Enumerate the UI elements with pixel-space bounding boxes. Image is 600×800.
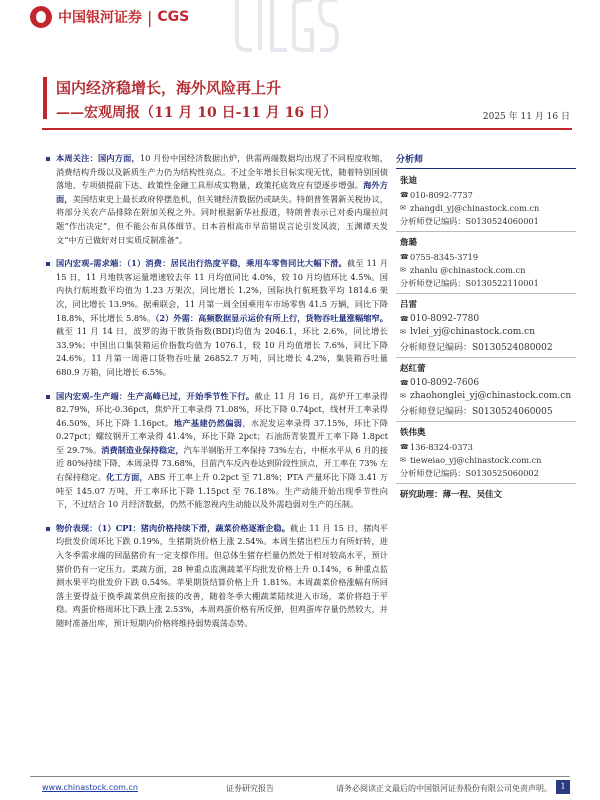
email-text[interactable]: zhanlu @chinastock.com.cn xyxy=(410,265,526,275)
logo-separator: | xyxy=(147,7,153,27)
report-subtitle: ——宏观周报（11 月 10 日-11 月 16 日） xyxy=(56,105,337,121)
section-label: 国内宏观-生产端： xyxy=(56,390,128,401)
footer-divider xyxy=(30,776,570,777)
phone-icon: ☎ xyxy=(400,191,409,199)
logo-mark-icon xyxy=(30,6,52,28)
analyst-divider xyxy=(396,293,576,294)
analyst-cert: 分析师登记编码：S0130524080002 xyxy=(400,343,553,353)
section-text: ，水泥发运率录得 37.15%，环比下降 0.27pct；螺纹钢开工率录得 41.4%，环比下降 2pct；石油沥青装置开工率下降 1.8pct 至 29.7%。 xyxy=(56,417,388,455)
analyst-card xyxy=(396,174,576,232)
section-highlight: 国内方面， xyxy=(97,153,140,163)
sidebar-divider xyxy=(396,168,576,169)
section-label: 国内宏观-需求端： xyxy=(56,258,127,269)
section-text: 汽车半钢胎开工率保持 73%左右，中框水平从 6 月的接近 80%持续下降，本周录得 73.68%，目前汽车反内卷达到阶段性顶点，开工率在 73% 左右保持稳定。 xyxy=(56,444,388,483)
section-highlight: （1）CPI：猪肉价格持续下滑，蔬菜价格逐渐企稳。 xyxy=(97,522,291,533)
mail-icon: ✉ xyxy=(400,266,406,274)
title-divider xyxy=(42,128,572,130)
section-highlight: 化工方面， xyxy=(106,472,148,483)
analyst-phone xyxy=(400,190,576,200)
analyst-divider xyxy=(396,483,576,484)
analyst-divider xyxy=(396,231,576,232)
analyst-phone xyxy=(400,314,576,324)
section-text: 美国结束史上最长政府停摆危机，但关键经济数据仍或缺失。特朗普签署新关税协议，将部分关农产品排除在附加关税之外。同时根据新华社报道，特朗普表示已对委内瑞拉问题“作出决定”，但不能公布具体细节。日本首相高市早苗错误言论引发风波，玉渊谭天发文“中方已做好对日实质反制准备”。 xyxy=(56,193,388,245)
section-highlight: 地产基建仍然偏弱 xyxy=(173,417,243,428)
mail-icon: ✉ xyxy=(400,204,406,212)
research-assistant: 研究助理：薄一程、吴佳文 xyxy=(400,490,503,500)
analyst-list xyxy=(396,174,576,484)
analyst-cert: 分析师登记编码：S0130524060005 xyxy=(400,407,553,417)
bullet-icon xyxy=(46,527,50,531)
mail-icon: ✉ xyxy=(400,456,406,464)
section-highlight: （1）消费：居民出行热度平稳，乘用车零售同比大幅下滑。 xyxy=(126,258,347,269)
analyst-cert: 分析师登记编码：S0130522110001 xyxy=(400,278,539,288)
section-label: 本周关注： xyxy=(56,153,98,163)
section-text: 截至 11 月 14 日，波罗的海干散货指数(BDI)均值为 2046.1，环比 2.6%，同比增长 33.9%；中国出口集装箱运价指数均值为 1076.1，较 10 月均值增长 7.6%，同比下降 24.6%。11 月第一周港口货物吞吐量 26852.7 万吨，同比增长 4.2%，集装箱吞吐量 680.9 万箱，同比增长 6.5%。 xyxy=(56,326,388,377)
section-text: 截止 11 月 15 日，猪肉平均批发价周环比下跌 0.19%，生猪期货价格上涨 2.54%。本周生猪出栏压力有所好转，进入冬季需求端的回温猪价有一定支撑作用。但总体生猪存栏量仍然处于相对较高水平，预计猪价仍有一定压力。菜蔬方面，28 种重点监测蔬菜平均批发价格上升 0.14%，6 种重点监测水果平均批发价下跌 0.54%。苹果期货结算价格上升 1.81%。本周蔬菜价格涨幅有所回落主要得益于换季蔬菜供应衔接的改善，随着冬季大棚蔬菜陆续进入市场，菜价将趋于平稳。鸡蛋价格周环比下跌上涨 2.53%，本周鸡蛋价格有所反弹，但鸡蛋库存量仍然较大，并随时准备出库，预计短期内价格将维持弱势震荡态势。 xyxy=(56,522,388,628)
analyst-card xyxy=(396,298,576,358)
sidebar-title: 分析师 xyxy=(396,155,424,165)
header-watermark-icon xyxy=(232,0,342,52)
analyst-cert: 分析师登记编码：S0130524060001 xyxy=(400,216,539,226)
company-logo xyxy=(30,6,189,28)
phone-text: 010-8092-7737 xyxy=(410,190,473,200)
section-highlight: 消费制造业保持稳定， xyxy=(101,444,184,455)
bullet-icon xyxy=(46,262,50,266)
analyst-name: 詹璐 xyxy=(400,238,418,248)
section-highlight: 海外方面， xyxy=(56,180,388,204)
analyst-phone xyxy=(400,378,576,388)
email-text[interactable]: zhaohonglei_yj@chinastock.com.cn xyxy=(410,391,572,401)
phone-icon: ☎ xyxy=(400,379,409,387)
section-highlight: 生产高峰已过，开始季节性下行。 xyxy=(127,390,255,401)
analyst-email[interactable] xyxy=(400,455,576,465)
bullet-icon xyxy=(46,157,50,161)
phone-text: 136-8324-0373 xyxy=(410,442,473,452)
logo-cn-text: 中国银河证券 xyxy=(58,10,142,26)
section-label: 物价表现： xyxy=(56,522,98,533)
phone-text: 010-8092-7606 xyxy=(410,378,480,388)
section-text: 截至 11 月 15 日，11 月地铁客运量增速较去年 11 月均值同比 4.0%，较 10 月均值环比 4.5%。国内执行航班数平均值为 1.23 万架次，同比增长 1.2%，国际执行航班数平均 1814.6 架次，同比增长 13.9%。据乘联会，11 月第一周全国乘用车市场零售 41.5 万辆，同比下降 18.8%，环比增长 5.8%。 xyxy=(56,258,388,323)
phone-text: 0755-8345-3719 xyxy=(410,252,479,262)
report-section xyxy=(56,390,388,512)
section-text: ABS 开工率上升 0.2pct 至 71.8%；PTA 产量环比下降 3.41 万吨至 145.07 万吨，开工率环比下降 1.15pct 至 76.18%。生产动能开始出现季节性向下，不过结合 10 月经济数据，仍然不能忽视内生动能以及外需趋弱对生产的压制。 xyxy=(56,472,388,510)
phone-icon: ☎ xyxy=(400,253,409,261)
phone-icon: ☎ xyxy=(400,315,409,323)
title-accent-bar xyxy=(43,77,47,119)
analyst-card xyxy=(396,426,576,484)
report-section xyxy=(56,522,388,631)
email-text[interactable]: zhangdi_yj@chinastock.com.cn xyxy=(410,203,540,213)
analyst-phone xyxy=(400,252,576,262)
analyst-divider xyxy=(396,421,576,422)
footer-report-type: 证券研究报告 xyxy=(226,784,274,793)
analyst-name: 铁伟奥 xyxy=(400,428,426,438)
report-body xyxy=(56,152,388,641)
analyst-email[interactable] xyxy=(400,391,576,401)
analyst-sidebar xyxy=(396,152,576,500)
analyst-phone xyxy=(400,442,576,452)
mail-icon: ✉ xyxy=(400,392,406,400)
page-number: 1 xyxy=(556,780,570,794)
analyst-name: 张迪 xyxy=(400,176,418,186)
footer-website-link[interactable]: www.chinastock.com.cn xyxy=(42,783,138,792)
logo-en-text: CGS xyxy=(157,9,190,25)
email-text[interactable]: lvlei_yj@chinastock.com.cn xyxy=(410,327,535,337)
mail-icon: ✉ xyxy=(400,328,406,336)
analyst-cert: 分析师登记编码：S0130525060002 xyxy=(400,468,539,478)
report-section xyxy=(56,257,388,379)
section-text: 10 月份中国经济数据出炉，供需两端数据均出现了不同程度收缩，消费结构升级以及新质生产力仍为结构性亮点。不过全年增长目标实现无忧，随着特别国债落地、专项债提前下达、政策性金融工具形成实物量，政策托底效应有望逐步增强。 xyxy=(56,153,388,191)
report-date: 2025 年 11 月 16 日 xyxy=(482,112,570,122)
analyst-name: 赵红蕾 xyxy=(400,364,426,374)
section-highlight: （2）外需：高频数据显示运价有所上行，货物吞吐量涨幅缩窄。 xyxy=(155,312,388,323)
section-text: 截止 11 月 16 日，高炉开工率录得 82.79%，环比-0.36pct，焦炉开工率录得 71.08%，环比下降 0.74pct，线材开工率录得 46.50%，环比下降 1.16pct。 xyxy=(56,390,388,428)
footer-disclaimer: 请务必阅读正文最后的中国银河证券股份有限公司免责声明。 xyxy=(336,784,552,793)
report-title: 国内经济稳增长，海外风险再上升 xyxy=(56,79,282,97)
phone-icon: ☎ xyxy=(400,443,409,451)
email-text[interactable]: tieweiao_yj@chinastock.com.cn xyxy=(410,455,542,465)
analyst-card xyxy=(396,362,576,422)
analyst-email[interactable] xyxy=(400,327,576,337)
analyst-email[interactable] xyxy=(400,265,576,275)
analyst-email[interactable] xyxy=(400,203,576,213)
phone-text: 010-8092-7780 xyxy=(410,314,480,324)
bullet-icon xyxy=(46,395,50,399)
analyst-card xyxy=(396,236,576,294)
analyst-divider xyxy=(396,357,576,358)
analyst-name: 吕雷 xyxy=(400,300,418,310)
report-section xyxy=(56,152,388,247)
page-header xyxy=(0,0,600,58)
